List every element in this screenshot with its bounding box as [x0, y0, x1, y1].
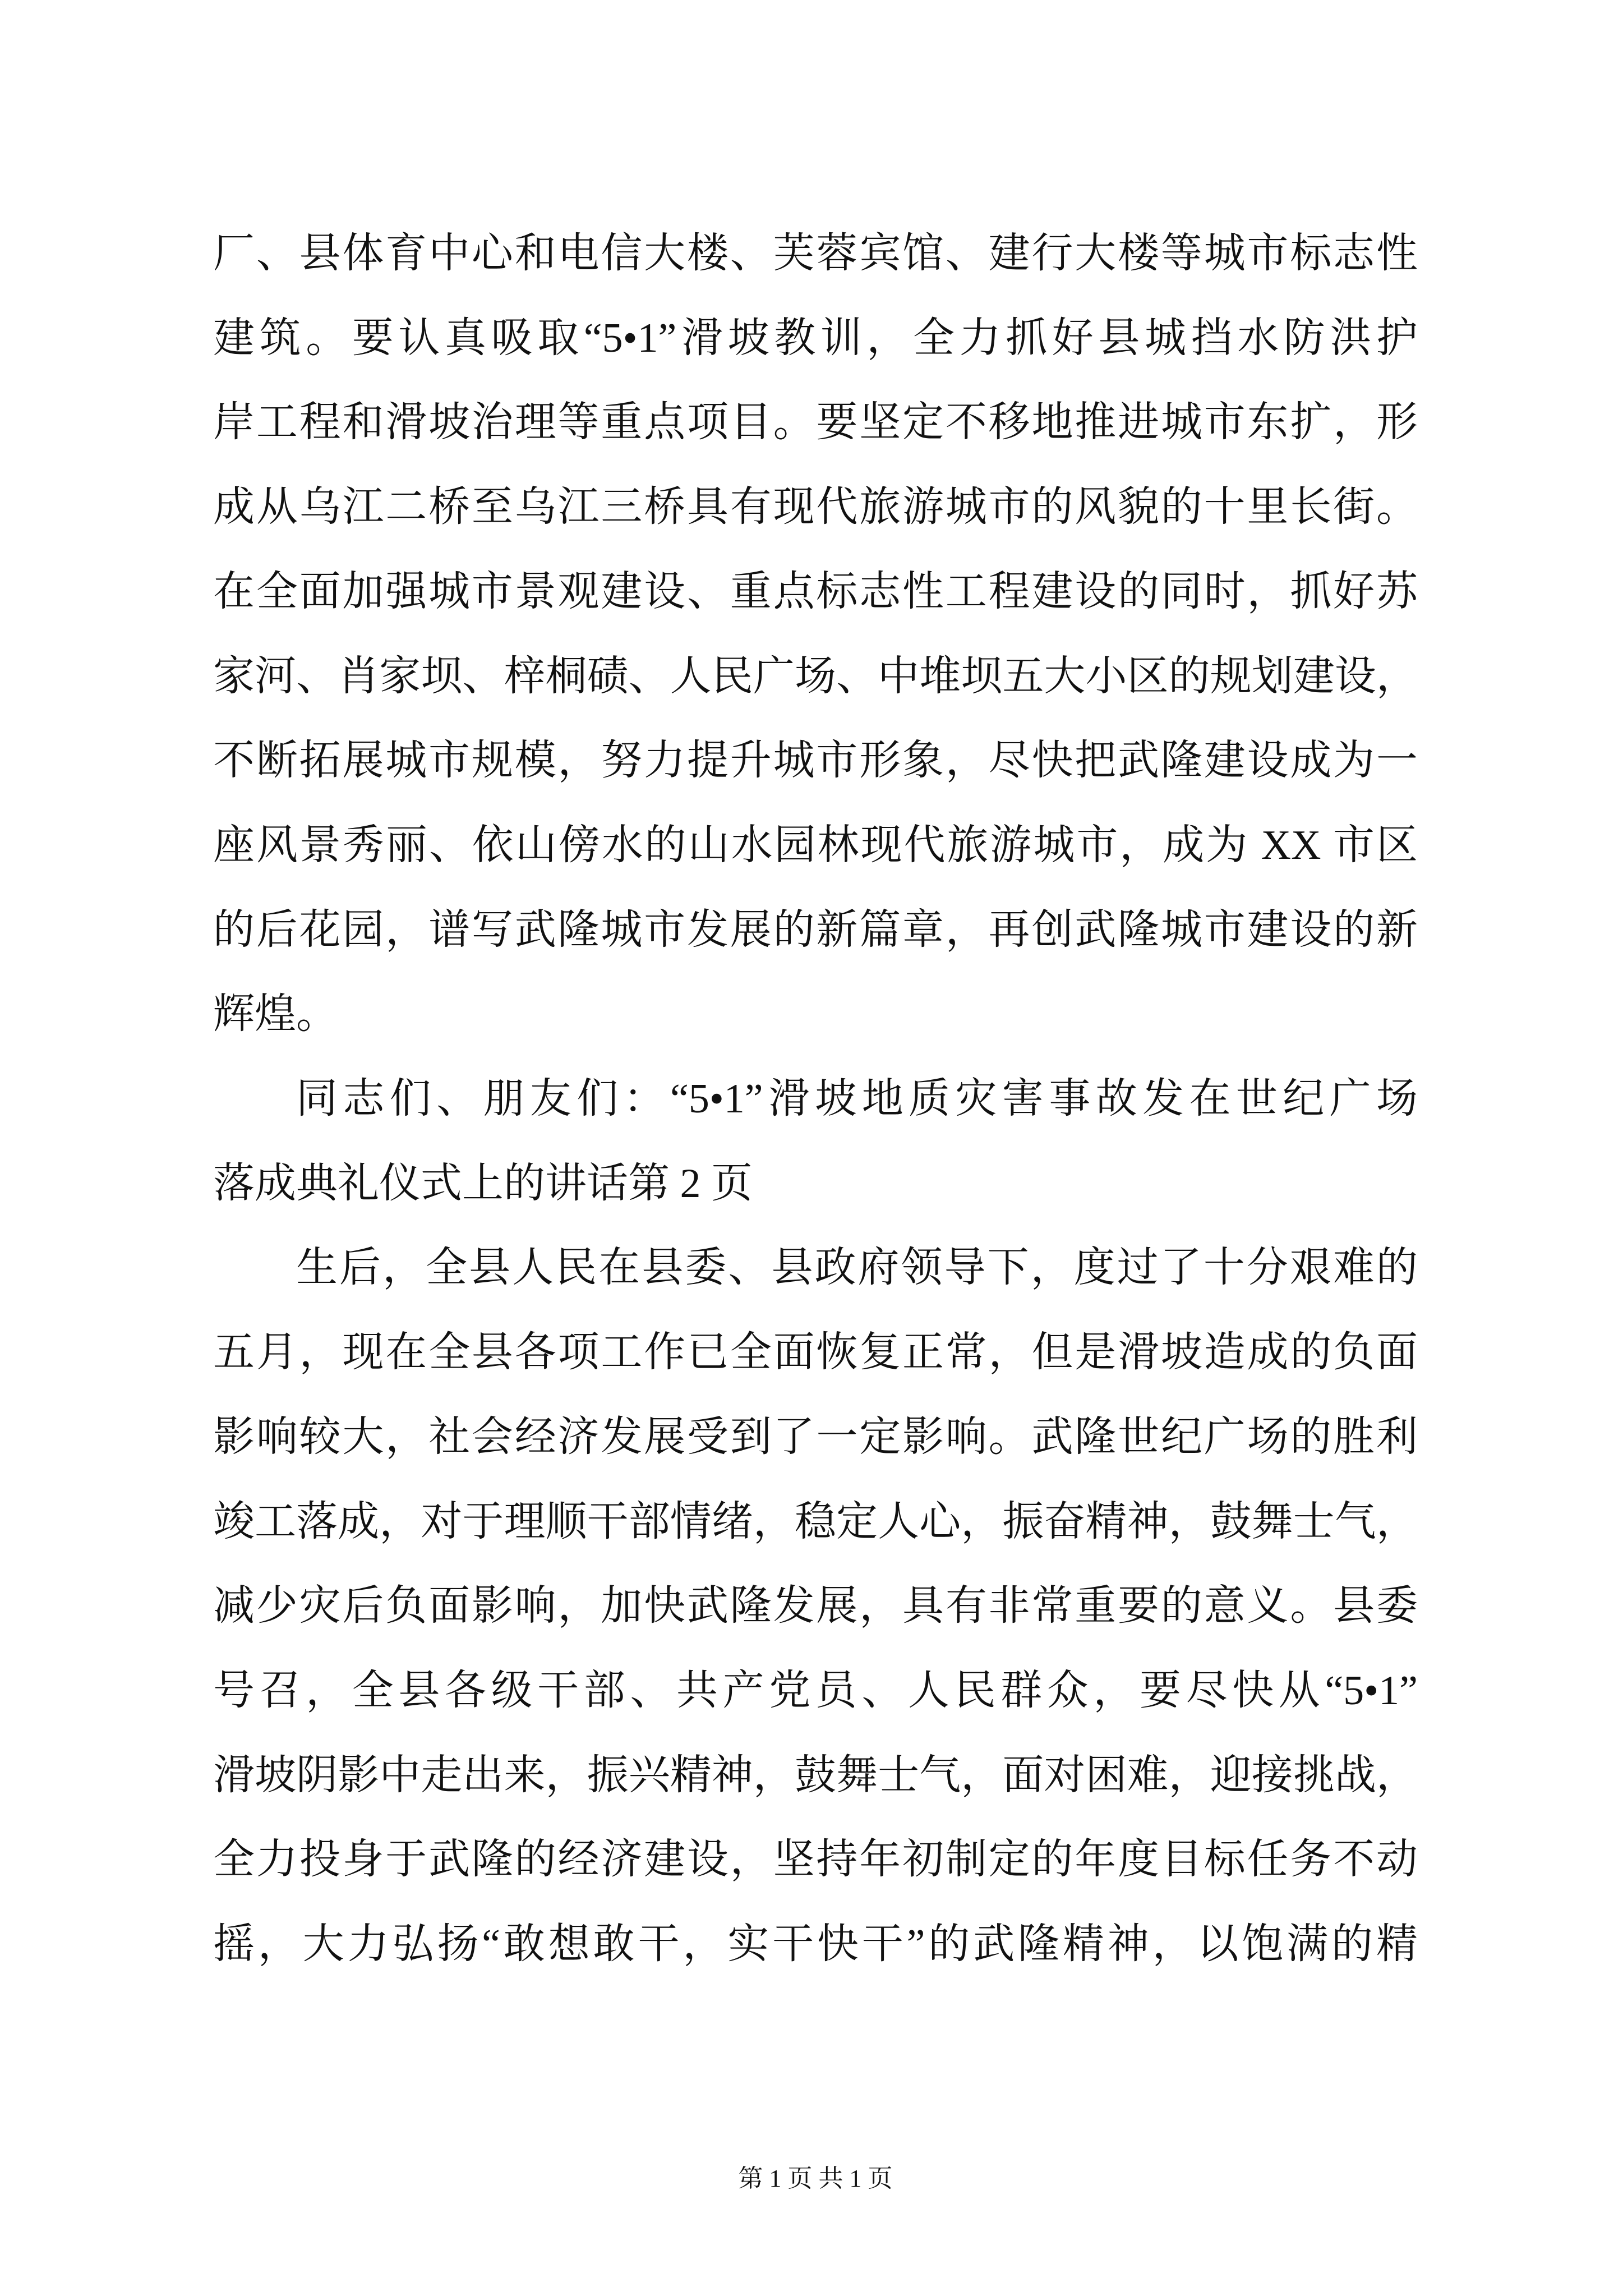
text-line: 厂、县体育中心和电信大楼、芙蓉宾馆、建行大楼等城市标志性 — [213, 231, 1418, 277]
paragraph — [213, 1057, 1418, 1226]
text-line: 建筑。要认真吸取“5•1”滑坡教训，全力抓好县城挡水防洪护 — [213, 315, 1418, 361]
text-line: 滑坡阴影中走出来，振兴精神，鼓舞士气，面对困难，迎接挑战， — [213, 1752, 1418, 1798]
text-line: 家河、肖家坝、梓桐碛、人民广场、中堆坝五大小区的规划建设， — [213, 653, 1418, 700]
text-line: 在全面加强城市景观建设、重点标志性工程建设的同时，抓好苏 — [213, 568, 1418, 615]
text-line: 减少灾后负面影响，加快武隆发展，具有非常重要的意义。县委 — [213, 1583, 1418, 1630]
text-line: 全力投身于武隆的经济建设，坚持年初制定的年度目标任务不动 — [213, 1837, 1418, 1883]
text-line: 竣工落成，对于理顺干部情绪，稳定人心，振奋精神，鼓舞士气， — [213, 1498, 1418, 1545]
text-line: 座风景秀丽、依山傍水的山水园林现代旅游城市，成为 XX 市区 — [213, 822, 1418, 868]
text-line: 岸工程和滑坡治理等重点项目。要坚定不移地推进城市东扩，形 — [213, 399, 1418, 446]
text-line: 五月，现在全县各项工作已全面恢复正常，但是滑坡造成的负面 — [213, 1329, 1418, 1376]
text-line: 不断拓展城市规模，努力提升城市形象，尽快把武隆建设成为一 — [213, 738, 1418, 784]
text-line: 生后，全县人民在县委、县政府领导下，度过了十分艰难的 — [296, 1245, 1418, 1291]
text-line: 影响较大，社会经济发展受到了一定影响。武隆世纪广场的胜利 — [213, 1414, 1418, 1460]
text-line: 的后花园，谱写武隆城市发展的新篇章，再创武隆城市建设的新 — [213, 907, 1418, 953]
paragraph — [213, 211, 1418, 1057]
text-line: 摇，大力弘扬“敢想敢干，实干快干”的武隆精神，以饱满的精 — [213, 1921, 1418, 1968]
text-line: 同志们、朋友们：“5•1”滑坡地质灾害事故发在世纪广场 — [296, 1076, 1418, 1122]
text-line: 号召，全县各级干部、共产党员、人民群众，要尽快从“5•1” — [213, 1667, 1418, 1714]
text-line: 成从乌江二桥至乌江三桥具有现代旅游城市的风貌的十里长街。 — [213, 484, 1418, 531]
paragraph — [213, 1226, 1418, 1986]
page-footer: 第 1 页 共 1 页 — [738, 2165, 893, 2192]
text-line: 辉煌。 — [213, 991, 338, 1038]
text-line: 落成典礼仪式上的讲话第 2 页 — [213, 1160, 753, 1207]
document-body — [213, 211, 1418, 1987]
